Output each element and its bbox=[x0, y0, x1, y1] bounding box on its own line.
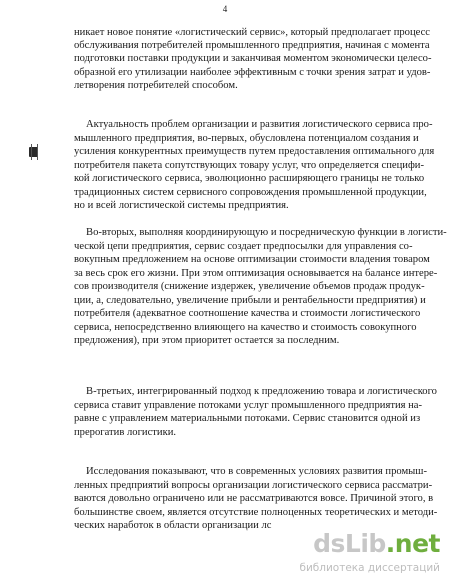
text-line: но и всей логистической системы предприятия. bbox=[74, 200, 289, 211]
text-line: сов производителя (снижение издержек, увеличение объемов продаж продук- bbox=[74, 281, 425, 292]
text-line: потребителя пакета сопутствующих товару услуг, что определяется специфи- bbox=[74, 160, 425, 171]
watermark-logo-main: dsLib bbox=[313, 529, 386, 558]
watermark-logo-accent: .net bbox=[385, 529, 440, 558]
text-line: Исследования показывают, что в современных условиях развития промыш- bbox=[86, 466, 427, 477]
text-line: потребителя (адекватное соотношение качества и стоимости логистического bbox=[74, 308, 421, 319]
watermark-logo bbox=[313, 529, 440, 558]
text-line: предложения), при этом приоритет остается за последним. bbox=[74, 335, 340, 346]
text-line: мышленного предприятия, во-первых, обусловлена потенциалом создания и bbox=[74, 133, 419, 144]
text-line: вокупным предложением на основе оптимизации стоимости владения товаром bbox=[74, 254, 430, 265]
text-line: сервиса ставит управление потоками услуг промышленного предприятия на- bbox=[74, 400, 423, 411]
text-line: В-третьих, интегрированный подход к предложению товара и логистического bbox=[86, 386, 437, 397]
scan-artifact-icon bbox=[29, 147, 38, 157]
text-line: за весь срок его жизни. При этом оптимизация основывается на балансе интере- bbox=[74, 268, 438, 279]
text-line: Актуальность проблем организации и развития логистического сервиса про- bbox=[86, 119, 433, 130]
text-line: прерогатив логистики. bbox=[74, 427, 177, 438]
text-line: ческой цепи предприятия, сервис создает предпосылки для управления со- bbox=[74, 241, 413, 252]
text-line: кой логистического сервиса, эволюционно расширяющего границы не только bbox=[74, 173, 425, 184]
text-line: сервиса, непосредственно влияющего на качество и стоимость совокупного bbox=[74, 322, 417, 333]
text-line: ленных предприятий вопросы организации логистического сервиса рассматри- bbox=[74, 480, 433, 491]
text-line: ческих наработок в области организации лс bbox=[74, 520, 272, 531]
text-line: традиционных систем сервисного сопровождения промышленной продукции, bbox=[74, 187, 427, 198]
text-line: ваются довольно ограничено или не рассматриваются вовсе. Причиной этого, в bbox=[74, 493, 434, 504]
text-line: равне с управлением материальными потоками. Сервис становится одной из bbox=[74, 413, 421, 424]
text-line: обслуживания потребителей промышленного предприятия, начиная с момента bbox=[74, 40, 430, 51]
page-number: 4 bbox=[222, 4, 228, 14]
watermark bbox=[299, 529, 450, 582]
text-line: подготовки поставки продукции и заканчивая моментом экономически целесо- bbox=[74, 53, 432, 64]
text-line: усиления конкурентных преимуществ путем предоставления оптимального для bbox=[74, 146, 435, 157]
text-line: Во-вторых, выполняя координирующую и посредническую функции в логисти- bbox=[86, 227, 447, 238]
text-line: образной его утилизации наиболее эффективным с точки зрения затрат и удов- bbox=[74, 67, 431, 78]
watermark-subtitle: библиотека диссертаций bbox=[299, 562, 440, 574]
text-line: большинстве своем, является отсутствие полноценных теоретических и методи- bbox=[74, 507, 438, 518]
text-line: летворения потребителей способом. bbox=[74, 80, 238, 91]
text-line: ции, а, следовательно, увеличение прибыли и рентабельности предприятия) и bbox=[74, 295, 426, 306]
text-line: никает новое понятие «логистический сервис», который предполагает процесс bbox=[74, 27, 431, 38]
